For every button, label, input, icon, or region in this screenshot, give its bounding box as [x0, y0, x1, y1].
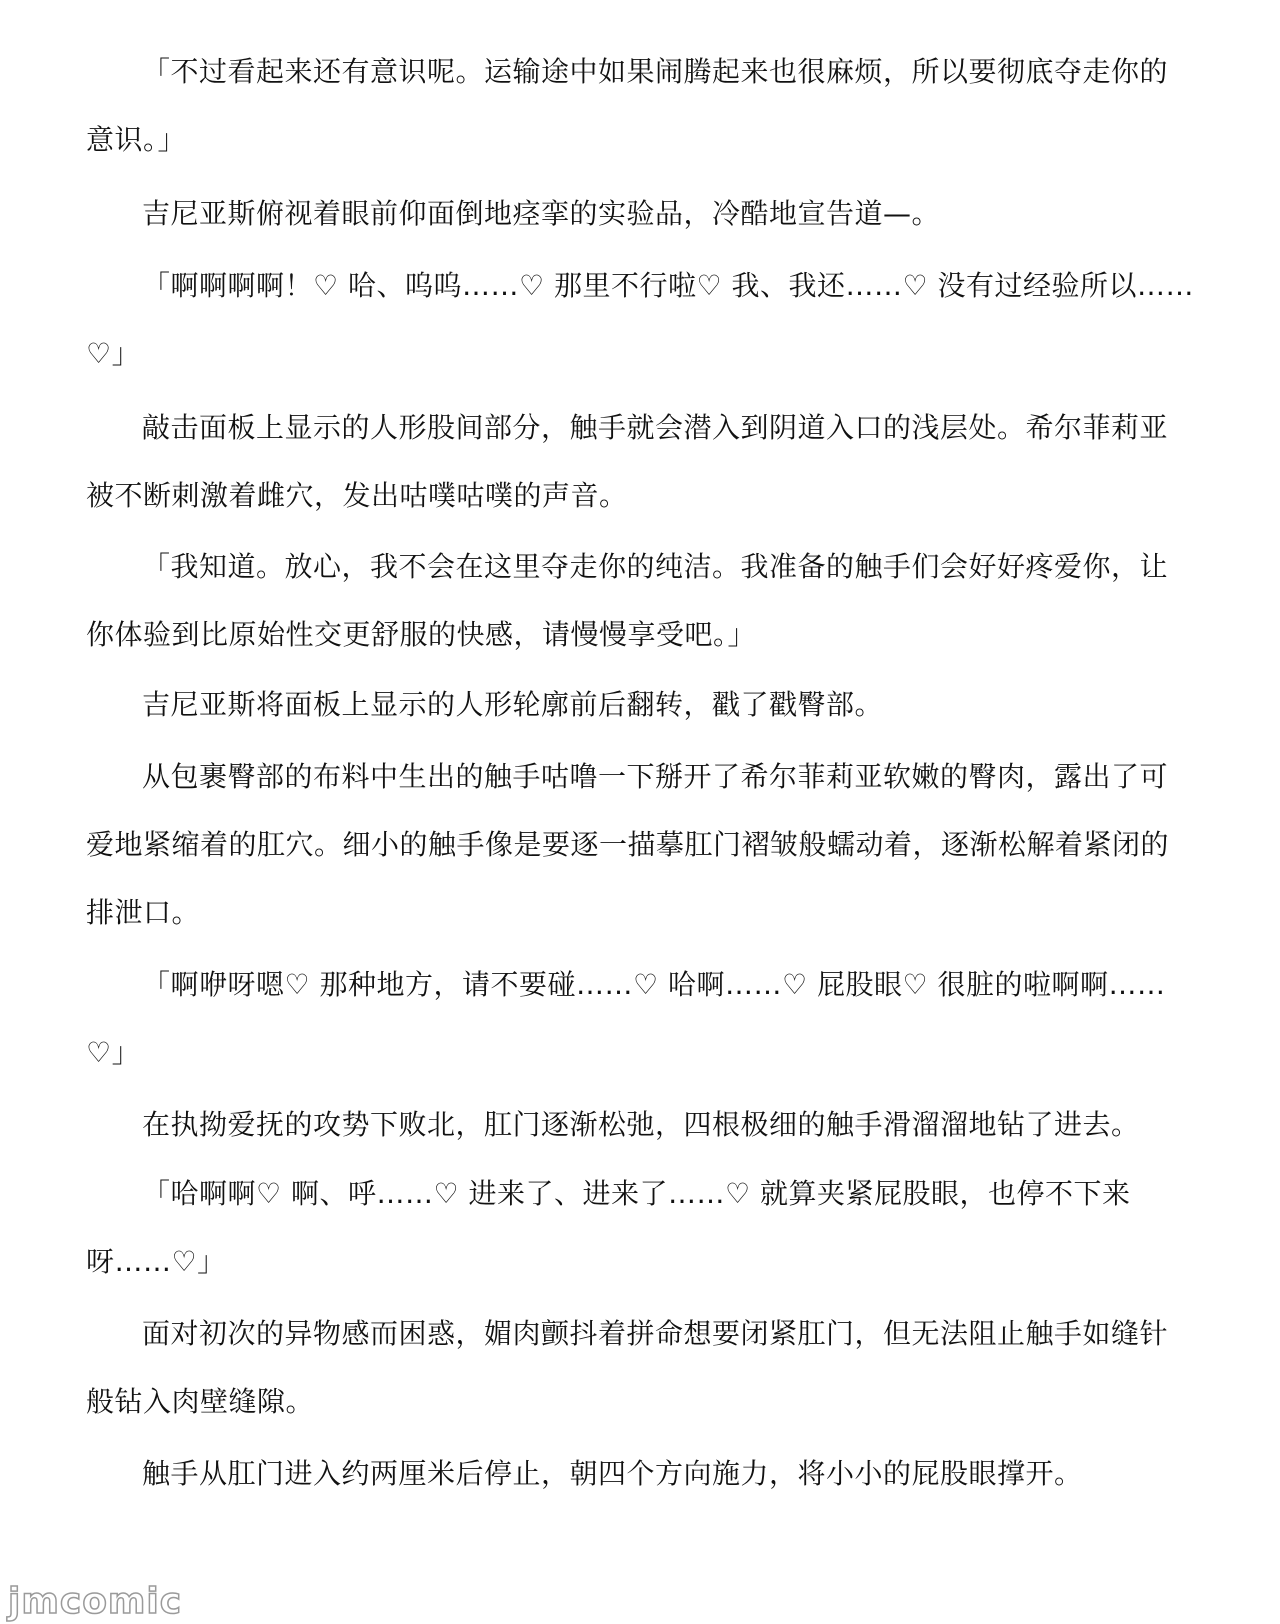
watermark-logo: jmcomic	[8, 1581, 183, 1622]
paragraph-1: 「不过看起来还有意识呢。运输途中如果闹腾起来也很麻烦，所以要彻底夺走你的意识。」	[86, 55, 1169, 156]
paragraph-8: 「啊咿呀嗯♡ 那种地方，请不要碰……♡ 哈啊……♡ 屁股眼♡ 很脏的啦啊啊……♡」	[86, 968, 1166, 1069]
paragraph-9: 在执拗爱抚的攻势下败北，肛门逐渐松弛，四根极细的触手滑溜溜地钻了进去。	[142, 1108, 1140, 1141]
paragraph-7: 从包裹臀部的布料中生出的触手咕噜一下掰开了希尔菲莉亚软嫩的臀肉，露出了可爱地紧缩着的肛穴。细小的触手像是要逐一描摹肛门褶皱般蠕动着，逐渐松解着紧闭的排泄口。	[86, 760, 1170, 929]
paragraph-2: 吉尼亚斯俯视着眼前仰面倒地痉挛的实验品，冷酷地宣告道—。	[142, 197, 941, 230]
paragraph-11: 面对初次的异物感而困惑，媚肉颤抖着拼命想要闭紧肛门，但无法阻止触手如缝针般钻入肉壁缝隙。	[86, 1317, 1169, 1418]
paragraph-6: 吉尼亚斯将面板上显示的人形轮廓前后翻转，戳了戳臀部。	[142, 688, 884, 721]
paragraph-3: 「啊啊啊啊！♡ 哈、呜呜……♡ 那里不行啦♡ 我、我还……♡ 没有过经验所以……♡」	[86, 269, 1195, 370]
paragraph-12: 触手从肛门进入约两厘米后停止，朝四个方向施力，将小小的屁股眼撑开。	[142, 1457, 1083, 1490]
paragraph-10: 「哈啊啊♡ 啊、呼……♡ 进来了、进来了……♡ 就算夹紧屁股眼，也停不下来呀……♡」	[86, 1177, 1131, 1278]
paragraph-4: 敲击面板上显示的人形股间部分，触手就会潜入到阴道入口的浅层处。希尔菲莉亚被不断刺激着雌穴，发出咕噗咕噗的声音。	[86, 411, 1169, 512]
paragraph-5: 「我知道。放心，我不会在这里夺走你的纯洁。我准备的触手们会好好疼爱你，让你体验到比原始性交更舒服的快感，请慢慢享受吧。」	[86, 550, 1169, 651]
